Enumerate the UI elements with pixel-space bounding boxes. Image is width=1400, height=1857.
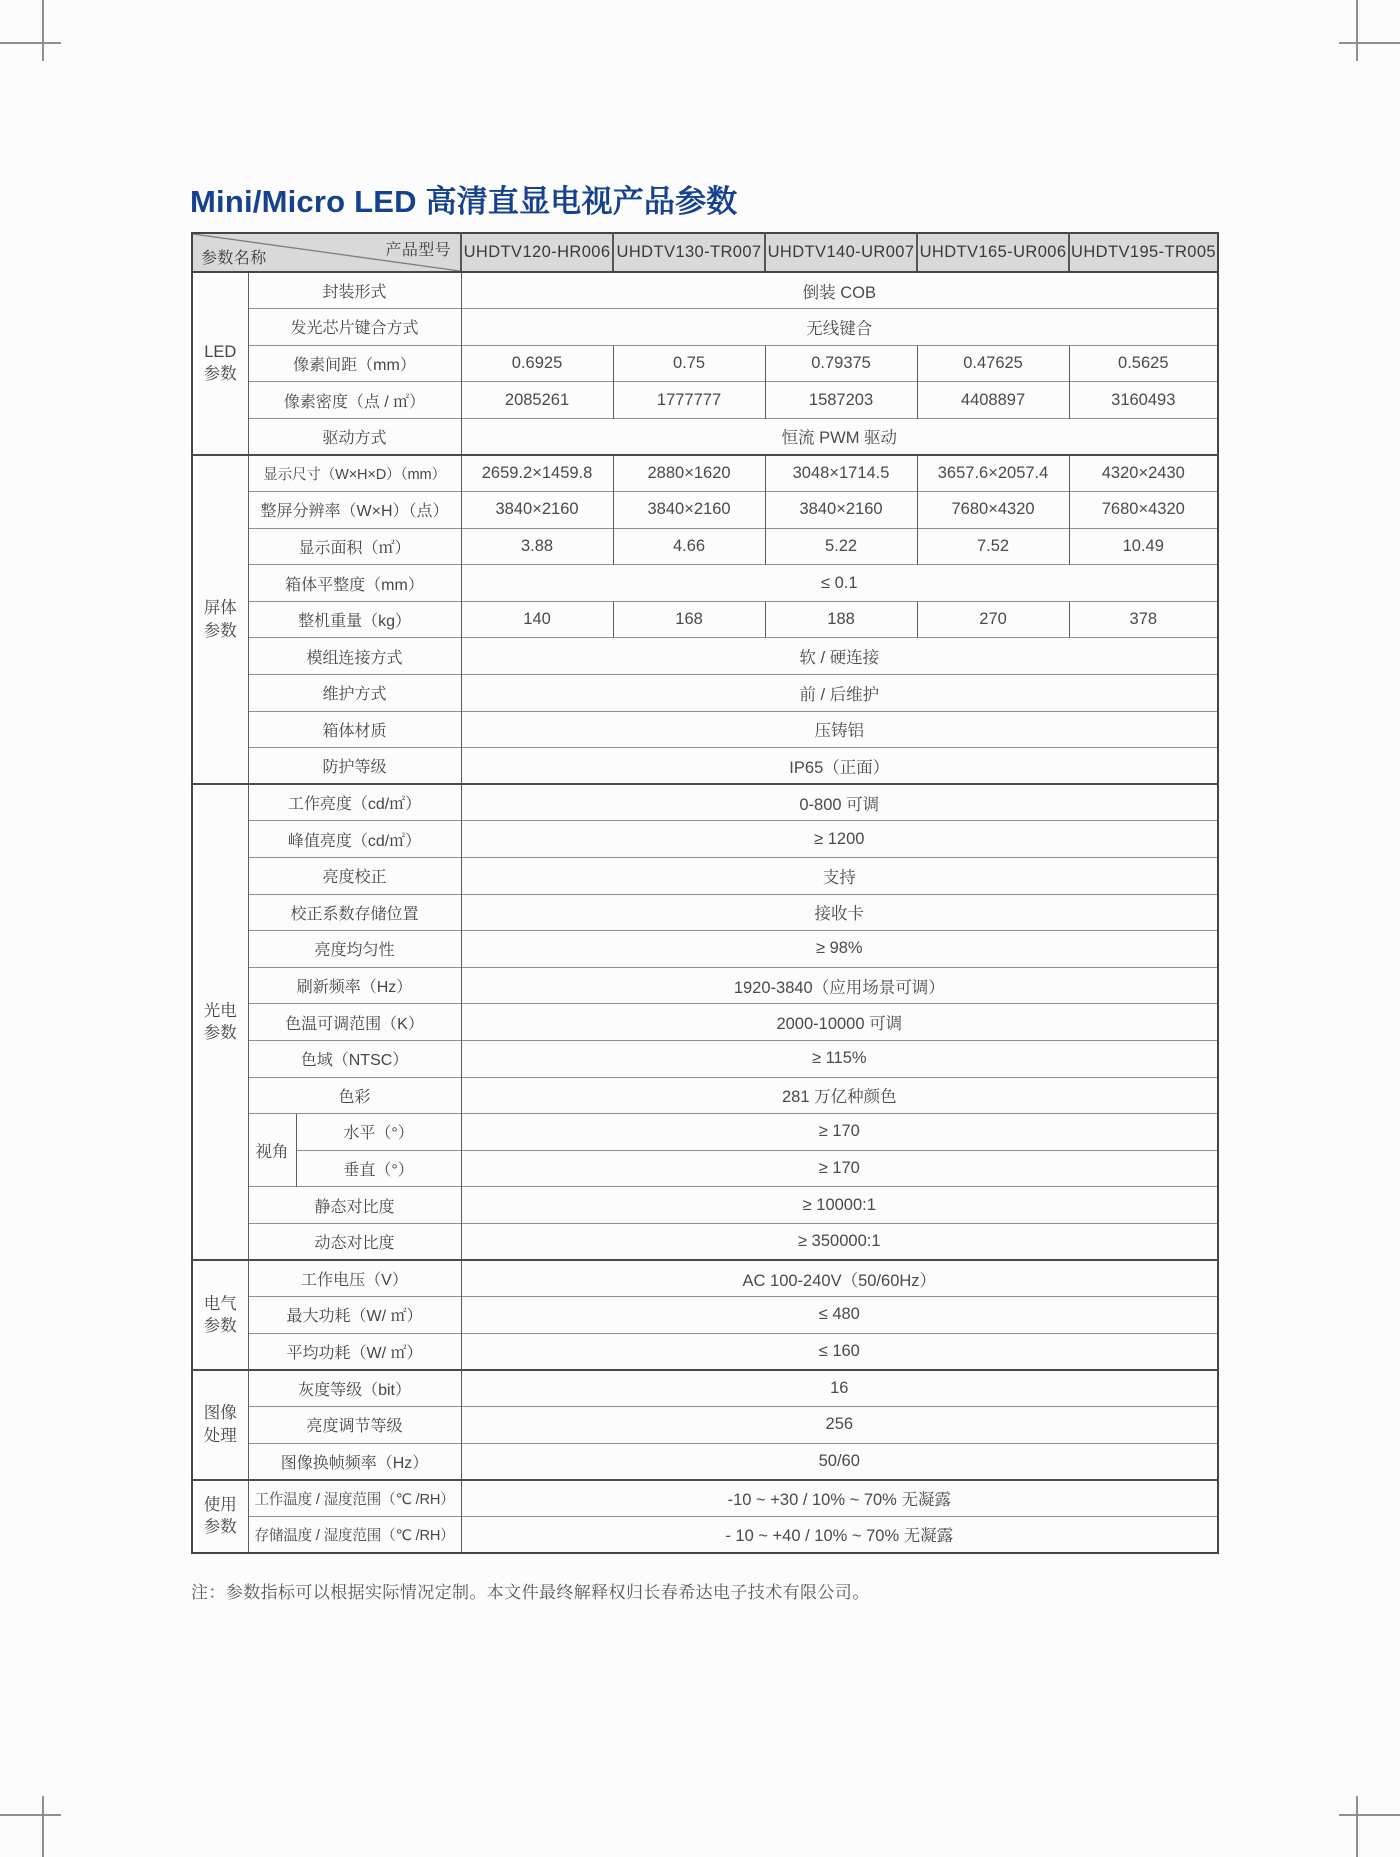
param-label-cell: 亮度校正 (248, 858, 461, 895)
param-label-cell: 图像换帧频率（Hz） (248, 1443, 461, 1480)
value-cell: 140 (461, 601, 613, 638)
table-row (192, 418, 1218, 455)
param-label-cell: 显示面积（㎡） (248, 528, 461, 565)
value-cell: 0.5625 (1069, 345, 1218, 382)
spec-table-body (192, 272, 1218, 1553)
value-cell: 378 (1069, 601, 1218, 638)
value-cell: 4.66 (613, 528, 765, 565)
value-cell: 4408897 (917, 382, 1069, 419)
value-cell: 3840×2160 (613, 492, 765, 529)
table-row (192, 382, 1218, 419)
param-label-cell: 维护方式 (248, 675, 461, 712)
value-cell: 1587203 (765, 382, 917, 419)
value-cell: 3160493 (1069, 382, 1218, 419)
value-cell-merged: - 10 ~ +40 / 10% ~ 70% 无凝露 (461, 1516, 1218, 1553)
param-label-cell: 动态对比度 (248, 1223, 461, 1260)
value-cell: 168 (613, 601, 765, 638)
table-row (192, 1370, 1218, 1407)
value-cell-merged: 16 (461, 1370, 1218, 1407)
param-label-cell: 工作电压（V） (248, 1260, 461, 1297)
value-cell: 2085261 (461, 382, 613, 419)
value-cell: 0.79375 (765, 345, 917, 382)
value-cell: 10.49 (1069, 528, 1218, 565)
table-row (192, 1516, 1218, 1553)
param-label-cell: 色域（NTSC） (248, 1040, 461, 1077)
table-row (192, 492, 1218, 529)
table-row (192, 858, 1218, 895)
table-row (192, 345, 1218, 382)
param-label-cell: 箱体材质 (248, 711, 461, 748)
param-label-cell: 模组连接方式 (248, 638, 461, 675)
table-row (192, 784, 1218, 821)
param-label-cell: 灰度等级（bit） (248, 1370, 461, 1407)
param-label-cell: 箱体平整度（mm） (248, 565, 461, 602)
value-cell-merged: 支持 (461, 858, 1218, 895)
sub-group-cell: 视角 (248, 1114, 296, 1187)
value-cell-merged: ≤ 480 (461, 1297, 1218, 1334)
corner-cell (192, 233, 461, 272)
table-row (192, 931, 1218, 968)
value-cell-merged: 恒流 PWM 驱动 (461, 418, 1218, 455)
value-cell-merged: ≤ 160 (461, 1333, 1218, 1370)
group-label-cell: 光电参数 (192, 784, 248, 1260)
value-cell-merged: 压铸铝 (461, 711, 1218, 748)
value-cell-merged: 倒装 COB (461, 272, 1218, 309)
value-cell-merged: ≥ 98% (461, 931, 1218, 968)
value-cell-merged: ≤ 0.1 (461, 565, 1218, 602)
footnote: 注：参数指标可以根据实际情况定制。本文件最终解释权归长春希达电子技术有限公司。 (191, 1583, 870, 1602)
param-label-cell: 存储温度 / 湿度范围（℃ /RH） (248, 1516, 461, 1553)
model-name-header: UHDTV165-UR006 (917, 233, 1069, 272)
header-row (192, 233, 1218, 272)
model-name-header: UHDTV130-TR007 (613, 233, 765, 272)
param-label-cell: 整屏分辨率（W×H）（点） (248, 492, 461, 529)
param-label-cell: 校正系数存储位置 (248, 894, 461, 931)
crop-mark (1356, 1796, 1357, 1857)
value-cell-merged: ≥ 170 (461, 1114, 1218, 1151)
corner-product-model-label: 产品型号 (385, 242, 452, 259)
crop-mark (0, 1814, 61, 1815)
param-label-cell: 像素间距（mm） (248, 345, 461, 382)
value-cell: 7.52 (917, 528, 1069, 565)
table-row (192, 1406, 1218, 1443)
table-row (192, 1297, 1218, 1334)
param-label-cell: 亮度调节等级 (248, 1406, 461, 1443)
value-cell-merged: ≥ 350000:1 (461, 1223, 1218, 1260)
param-label-cell: 平均功耗（W/ ㎡） (248, 1333, 461, 1370)
value-cell-merged: -10 ~ +30 / 10% ~ 70% 无凝露 (461, 1480, 1218, 1517)
group-label-cell: 使用参数 (192, 1480, 248, 1553)
value-cell: 3840×2160 (461, 492, 613, 529)
param-label-cell: 整机重量（kg） (248, 601, 461, 638)
value-cell: 3048×1714.5 (765, 455, 917, 492)
param-label-cell: 工作温度 / 湿度范围（℃ /RH） (248, 1480, 461, 1517)
page-title: Mini/Micro LED 高清直显电视产品参数 (190, 184, 738, 219)
value-cell-merged: 前 / 后维护 (461, 675, 1218, 712)
value-cell: 5.22 (765, 528, 917, 565)
crop-mark (42, 0, 43, 61)
value-cell: 2659.2×1459.8 (461, 455, 613, 492)
value-cell: 0.75 (613, 345, 765, 382)
value-cell-merged: 无线键合 (461, 309, 1218, 346)
value-cell-merged: 0-800 可调 (461, 784, 1218, 821)
param-label-cell: 显示尺寸（W×H×D）（mm） (248, 455, 461, 492)
table-row (192, 1004, 1218, 1041)
table-row (192, 1150, 1218, 1187)
value-cell: 3.88 (461, 528, 613, 565)
value-cell-merged: ≥ 1200 (461, 821, 1218, 858)
value-cell: 188 (765, 601, 917, 638)
table-row (192, 565, 1218, 602)
crop-mark (1339, 42, 1400, 43)
corner-param-name-label: 参数名称 (201, 250, 267, 267)
table-row (192, 1040, 1218, 1077)
param-label-cell: 水平（°） (296, 1114, 461, 1151)
table-row (192, 638, 1218, 675)
param-label-cell: 静态对比度 (248, 1187, 461, 1224)
group-label-cell: 屏体参数 (192, 455, 248, 784)
crop-mark (1356, 0, 1357, 61)
value-cell: 0.6925 (461, 345, 613, 382)
value-cell: 3840×2160 (765, 492, 917, 529)
model-name-header: UHDTV120-HR006 (461, 233, 613, 272)
param-label-cell: 驱动方式 (248, 418, 461, 455)
value-cell-merged: 50/60 (461, 1443, 1218, 1480)
model-name-header: UHDTV140-UR007 (765, 233, 917, 272)
group-label-cell: 电气参数 (192, 1260, 248, 1370)
table-row (192, 455, 1218, 492)
param-label-cell: 色彩 (248, 1077, 461, 1114)
value-cell: 7680×4320 (1069, 492, 1218, 529)
value-cell: 2880×1620 (613, 455, 765, 492)
model-name-header: UHDTV195-TR005 (1069, 233, 1218, 272)
param-label-cell: 垂直（°） (296, 1150, 461, 1187)
table-row (192, 1187, 1218, 1224)
table-row (192, 1223, 1218, 1260)
value-cell-merged: 接收卡 (461, 894, 1218, 931)
value-cell: 3657.6×2057.4 (917, 455, 1069, 492)
param-label-cell: 像素密度（点 / ㎡） (248, 382, 461, 419)
param-label-cell: 工作亮度（cd/㎡） (248, 784, 461, 821)
table-row (192, 601, 1218, 638)
param-label-cell: 峰值亮度（cd/㎡） (248, 821, 461, 858)
value-cell-merged: IP65（正面） (461, 748, 1218, 785)
table-row (192, 1114, 1218, 1151)
group-label-cell: LED参数 (192, 272, 248, 455)
value-cell-merged: 256 (461, 1406, 1218, 1443)
value-cell-merged: ≥ 115% (461, 1040, 1218, 1077)
value-cell: 270 (917, 601, 1069, 638)
table-row (192, 711, 1218, 748)
crop-mark (1339, 1814, 1400, 1815)
value-cell-merged: ≥ 10000:1 (461, 1187, 1218, 1224)
value-cell-merged: ≥ 170 (461, 1150, 1218, 1187)
param-label-cell: 亮度均匀性 (248, 931, 461, 968)
param-label-cell: 最大功耗（W/ ㎡） (248, 1297, 461, 1334)
table-row (192, 272, 1218, 309)
value-cell-merged: 281 万亿种颜色 (461, 1077, 1218, 1114)
value-cell: 1777777 (613, 382, 765, 419)
param-label-cell: 色温可调范围（K） (248, 1004, 461, 1041)
table-row (192, 894, 1218, 931)
table-row (192, 675, 1218, 712)
value-cell: 0.47625 (917, 345, 1069, 382)
spec-table-head (192, 233, 1218, 272)
value-cell-merged: AC 100-240V（50/60Hz） (461, 1260, 1218, 1297)
value-cell-merged: 软 / 硬连接 (461, 638, 1218, 675)
group-label-cell: 图像处理 (192, 1370, 248, 1480)
table-row (192, 1333, 1218, 1370)
param-label-cell: 发光芯片键合方式 (248, 309, 461, 346)
param-label-cell: 封装形式 (248, 272, 461, 309)
spec-table (191, 232, 1219, 1554)
table-row (192, 309, 1218, 346)
table-row (192, 1077, 1218, 1114)
crop-mark (0, 42, 61, 43)
value-cell: 7680×4320 (917, 492, 1069, 529)
crop-mark (42, 1796, 43, 1857)
table-row (192, 1260, 1218, 1297)
table-row (192, 967, 1218, 1004)
table-row (192, 528, 1218, 565)
table-row (192, 748, 1218, 785)
table-row (192, 1443, 1218, 1480)
value-cell-merged: 2000-10000 可调 (461, 1004, 1218, 1041)
value-cell-merged: 1920-3840（应用场景可调） (461, 967, 1218, 1004)
table-row (192, 821, 1218, 858)
param-label-cell: 刷新频率（Hz） (248, 967, 461, 1004)
value-cell: 4320×2430 (1069, 455, 1218, 492)
param-label-cell: 防护等级 (248, 748, 461, 785)
table-row (192, 1480, 1218, 1517)
